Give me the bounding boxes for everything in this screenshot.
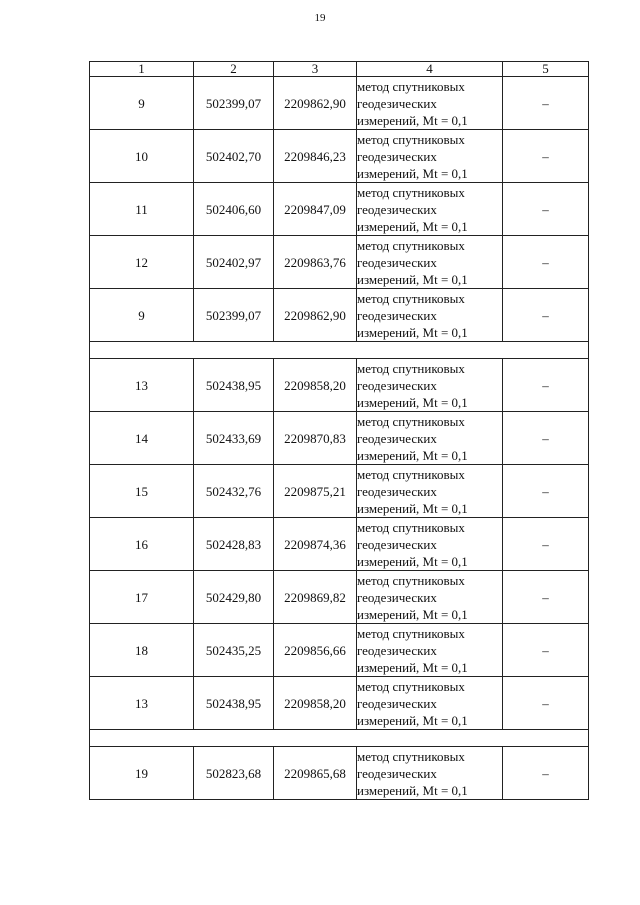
method-line: измерений, Mt = 0,1 <box>357 165 468 181</box>
table-body <box>90 77 589 800</box>
method-line: метод спутниковых <box>357 360 465 376</box>
note-dash: – <box>503 77 589 130</box>
method-description <box>357 747 503 800</box>
method-line: метод спутниковых <box>357 290 465 306</box>
table-row <box>90 359 589 412</box>
method-line: геодезических <box>357 254 437 270</box>
coordinate-x: 502435,25 <box>194 624 274 677</box>
note-dash: – <box>503 412 589 465</box>
table-row <box>90 183 589 236</box>
method-line: метод спутниковых <box>357 748 465 764</box>
header-col-5: 5 <box>503 62 589 77</box>
point-number: 13 <box>90 359 194 412</box>
point-number: 11 <box>90 183 194 236</box>
table-row <box>90 289 589 342</box>
coordinate-x: 502823,68 <box>194 747 274 800</box>
point-number: 15 <box>90 465 194 518</box>
table-row <box>90 412 589 465</box>
coordinate-x: 502433,69 <box>194 412 274 465</box>
method-line: геодезических <box>357 95 437 111</box>
method-line: метод спутниковых <box>357 466 465 482</box>
table-row <box>90 747 589 800</box>
method-line: метод спутниковых <box>357 625 465 641</box>
method-description <box>357 289 503 342</box>
point-number: 17 <box>90 571 194 624</box>
coordinate-y: 2209865,68 <box>274 747 357 800</box>
coordinate-y: 2209858,20 <box>274 359 357 412</box>
method-line: геодезических <box>357 201 437 217</box>
coordinate-x: 502399,07 <box>194 289 274 342</box>
coordinate-y: 2209869,82 <box>274 571 357 624</box>
method-description <box>357 412 503 465</box>
method-line: метод спутниковых <box>357 131 465 147</box>
method-description <box>357 77 503 130</box>
method-description <box>357 624 503 677</box>
method-line: метод спутниковых <box>357 572 465 588</box>
method-line: геодезических <box>357 642 437 658</box>
note-dash: – <box>503 571 589 624</box>
coordinate-x: 502399,07 <box>194 77 274 130</box>
method-line: геодезических <box>357 536 437 552</box>
coordinate-x: 502428,83 <box>194 518 274 571</box>
table-row <box>90 465 589 518</box>
coordinate-y: 2209862,90 <box>274 77 357 130</box>
note-dash: – <box>503 518 589 571</box>
coordinate-y: 2209847,09 <box>274 183 357 236</box>
coordinate-y: 2209875,21 <box>274 465 357 518</box>
method-line: геодезических <box>357 483 437 499</box>
note-dash: – <box>503 359 589 412</box>
note-dash: – <box>503 624 589 677</box>
coordinate-x: 502406,60 <box>194 183 274 236</box>
coordinate-x: 502432,76 <box>194 465 274 518</box>
method-line: измерений, Mt = 0,1 <box>357 782 468 798</box>
header-col-1: 1 <box>90 62 194 77</box>
header-row <box>90 62 589 77</box>
page-number: 19 <box>314 12 326 24</box>
point-number: 16 <box>90 518 194 571</box>
method-line: метод спутниковых <box>357 519 465 535</box>
method-line: измерений, Mt = 0,1 <box>357 659 468 675</box>
separator-row <box>90 342 589 359</box>
method-line: измерений, Mt = 0,1 <box>357 324 468 340</box>
point-number: 10 <box>90 130 194 183</box>
coordinate-y: 2209856,66 <box>274 624 357 677</box>
method-description <box>357 183 503 236</box>
point-number: 9 <box>90 77 194 130</box>
coordinate-x: 502438,95 <box>194 677 274 730</box>
coordinate-x: 502429,80 <box>194 571 274 624</box>
method-description <box>357 130 503 183</box>
note-dash: – <box>503 236 589 289</box>
method-line: метод спутниковых <box>357 678 465 694</box>
coordinate-y: 2209870,83 <box>274 412 357 465</box>
note-dash: – <box>503 289 589 342</box>
header-col-2: 2 <box>194 62 274 77</box>
method-line: измерений, Mt = 0,1 <box>357 553 468 569</box>
table-row <box>90 571 589 624</box>
method-description <box>357 359 503 412</box>
table-row <box>90 130 589 183</box>
table-row <box>90 677 589 730</box>
method-line: геодезических <box>357 765 437 781</box>
method-line: геодезических <box>357 148 437 164</box>
coordinate-x: 502402,70 <box>194 130 274 183</box>
method-description <box>357 236 503 289</box>
coordinate-y: 2209862,90 <box>274 289 357 342</box>
note-dash: – <box>503 130 589 183</box>
separator-row <box>90 730 589 747</box>
coordinate-y: 2209863,76 <box>274 236 357 289</box>
coordinate-x: 502438,95 <box>194 359 274 412</box>
method-line: измерений, Mt = 0,1 <box>357 606 468 622</box>
method-line: геодезических <box>357 307 437 323</box>
point-number: 12 <box>90 236 194 289</box>
method-description <box>357 518 503 571</box>
separator-cell <box>90 730 589 747</box>
coordinate-y: 2209846,23 <box>274 130 357 183</box>
point-number: 18 <box>90 624 194 677</box>
method-line: геодезических <box>357 589 437 605</box>
table-row <box>90 236 589 289</box>
method-line: измерений, Mt = 0,1 <box>357 712 468 728</box>
separator-cell <box>90 342 589 359</box>
coordinates-table <box>89 61 589 800</box>
point-number: 13 <box>90 677 194 730</box>
method-line: геодезических <box>357 377 437 393</box>
method-line: измерений, Mt = 0,1 <box>357 112 468 128</box>
note-dash: – <box>503 183 589 236</box>
point-number: 14 <box>90 412 194 465</box>
method-description <box>357 465 503 518</box>
coordinate-y: 2209874,36 <box>274 518 357 571</box>
note-dash: – <box>503 747 589 800</box>
method-line: геодезических <box>357 695 437 711</box>
method-line: метод спутниковых <box>357 184 465 200</box>
point-number: 19 <box>90 747 194 800</box>
method-line: измерений, Mt = 0,1 <box>357 218 468 234</box>
method-line: метод спутниковых <box>357 237 465 253</box>
point-number: 9 <box>90 289 194 342</box>
note-dash: – <box>503 677 589 730</box>
note-dash: – <box>503 465 589 518</box>
method-line: геодезических <box>357 430 437 446</box>
method-line: измерений, Mt = 0,1 <box>357 271 468 287</box>
method-line: метод спутниковых <box>357 413 465 429</box>
header-col-3: 3 <box>274 62 357 77</box>
coordinate-x: 502402,97 <box>194 236 274 289</box>
coordinate-y: 2209858,20 <box>274 677 357 730</box>
method-line: измерений, Mt = 0,1 <box>357 500 468 516</box>
method-line: измерений, Mt = 0,1 <box>357 394 468 410</box>
method-description <box>357 677 503 730</box>
table-row <box>90 624 589 677</box>
method-line: метод спутниковых <box>357 78 465 94</box>
table-row <box>90 518 589 571</box>
method-description <box>357 571 503 624</box>
header-col-4: 4 <box>357 62 503 77</box>
method-line: измерений, Mt = 0,1 <box>357 447 468 463</box>
table-row <box>90 77 589 130</box>
